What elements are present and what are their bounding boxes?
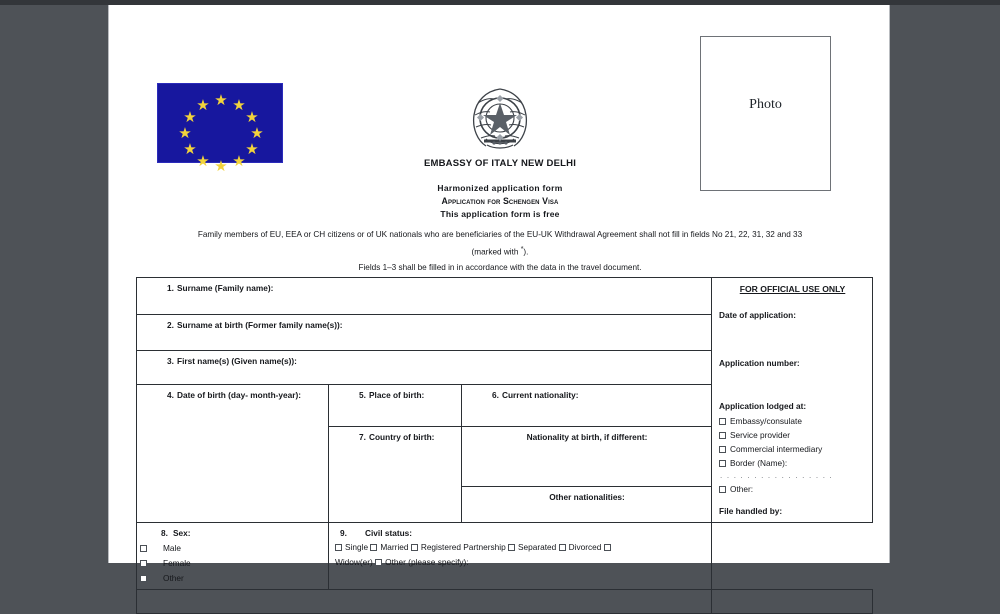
field-number-1: 1. bbox=[167, 283, 174, 293]
label-civil-married: Married bbox=[380, 542, 409, 552]
field-label-other-nationalities: Other nationalities: bbox=[549, 492, 625, 502]
subtitle-application-schengen: Application for Schengen Visa bbox=[441, 196, 559, 206]
field-label-civil-status: Civil status: bbox=[365, 528, 413, 538]
field-civil-status[interactable] bbox=[329, 523, 712, 590]
checkbox-civil-single[interactable] bbox=[335, 544, 342, 551]
field-label-place-of-birth: Place of birth: bbox=[369, 390, 425, 400]
civil-status-options-line-1[interactable] bbox=[335, 540, 706, 555]
application-form-table bbox=[136, 277, 873, 614]
field-number-6: 6. bbox=[492, 390, 499, 400]
official-application-number[interactable]: Application number: bbox=[719, 358, 800, 368]
field-current-nationality[interactable] bbox=[462, 385, 712, 427]
official-lodged-option-service-provider[interactable] bbox=[719, 428, 866, 442]
label-service-provider: Service provider bbox=[730, 430, 790, 440]
field-number-5: 5. bbox=[359, 390, 366, 400]
civil-status-options-line-2[interactable] bbox=[335, 555, 706, 570]
eu-flag-icon: ★ ★ ★ ★ ★ ★ ★ ★ ★ ★ ★ ★ bbox=[157, 83, 283, 163]
label-embassy-consulate: Embassy/consulate bbox=[730, 416, 802, 426]
official-lodged-at-heading: Application lodged at: bbox=[719, 401, 807, 411]
label-civil-single: Single bbox=[345, 542, 369, 552]
label-civil-registered-partnership: Registered Partnership bbox=[420, 542, 506, 552]
label-sex-other: Other bbox=[163, 573, 184, 583]
checkbox-service-provider[interactable] bbox=[719, 432, 726, 439]
notice-line-3: Fields 1–3 shall be filled in in accordance with the data in the travel document. bbox=[358, 262, 642, 272]
sex-option-male[interactable] bbox=[139, 542, 323, 555]
official-file-handled-by[interactable]: File handled by: bbox=[719, 506, 783, 516]
checkbox-civil-registered-partnership[interactable] bbox=[411, 544, 418, 551]
field-label-surname: Surname (Family name): bbox=[177, 283, 274, 293]
label-sex-female: Female bbox=[163, 558, 191, 568]
checkbox-sex-male[interactable] bbox=[140, 545, 147, 552]
field-next-partial-left[interactable] bbox=[137, 590, 712, 614]
notice-line-1: Family members of EU, EEA or CH citizens or of UK nationals who are beneficiaries of the EU-UK Withdrawal Agreement shall not fill in fields No 21, 22, 31, 32 and 33 bbox=[197, 230, 803, 239]
official-date-of-application[interactable]: Date of application: bbox=[719, 310, 796, 320]
official-lodged-option-border[interactable] bbox=[719, 456, 866, 470]
official-lodged-option-commercial-intermediary[interactable] bbox=[719, 442, 866, 456]
field-surname[interactable] bbox=[137, 278, 712, 315]
official-lodged-option-other[interactable] bbox=[719, 482, 866, 496]
checkbox-lodged-other[interactable] bbox=[719, 486, 726, 493]
field-label-current-nationality: Current nationality: bbox=[502, 390, 579, 400]
field-country-of-birth[interactable] bbox=[329, 427, 462, 523]
subtitle-harmonized: Harmonized application form bbox=[437, 183, 563, 193]
italy-emblem-icon bbox=[464, 77, 536, 155]
official-lodged-option-embassy[interactable] bbox=[719, 414, 866, 428]
table-row-sex-civil-status bbox=[137, 523, 873, 590]
checkbox-sex-female[interactable] bbox=[140, 560, 147, 567]
field-label-sex: Sex: bbox=[173, 528, 191, 538]
field-number-9: 9. bbox=[340, 528, 347, 538]
document-page bbox=[108, 5, 890, 583]
label-civil-divorced: Divorced bbox=[568, 542, 602, 552]
label-lodged-other: Other: bbox=[730, 484, 754, 494]
label-civil-separated: Separated bbox=[518, 542, 557, 552]
photo-box-label: Photo bbox=[749, 97, 782, 112]
checkbox-commercial-intermediary[interactable] bbox=[719, 446, 726, 453]
field-place-of-birth[interactable] bbox=[329, 385, 462, 427]
field-first-names[interactable] bbox=[137, 351, 712, 385]
field-number-7: 7. bbox=[359, 432, 366, 442]
notice-marked-with-post: ). bbox=[523, 247, 529, 257]
label-civil-widower: Widow(er) bbox=[335, 557, 373, 567]
field-label-country-of-birth: Country of birth: bbox=[369, 432, 435, 442]
checkbox-civil-widower[interactable] bbox=[604, 544, 611, 551]
sex-option-female[interactable] bbox=[139, 557, 323, 570]
checkbox-border-name[interactable] bbox=[719, 460, 726, 467]
field-label-surname-at-birth: Surname at birth (Former family name(s)): bbox=[177, 320, 343, 330]
form-subtitles bbox=[109, 183, 891, 219]
subtitle-form-is-free: This application form is free bbox=[440, 209, 560, 219]
label-border-name: Border (Name): bbox=[730, 458, 788, 468]
checkbox-civil-separated[interactable] bbox=[508, 544, 515, 551]
checkbox-civil-divorced[interactable] bbox=[559, 544, 566, 551]
official-use-cell bbox=[712, 278, 873, 523]
field-label-nationality-at-birth: Nationality at birth, if different: bbox=[526, 432, 648, 442]
border-name-dotted-line[interactable]: . . . . . . . . . . . . . . . . . bbox=[720, 471, 833, 480]
table-row-next-partial bbox=[137, 590, 873, 614]
field-number-8: 8. bbox=[161, 528, 168, 538]
field-label-date-of-birth: Date of birth (day- month-year): bbox=[177, 390, 301, 400]
label-sex-male: Male bbox=[163, 543, 181, 553]
official-use-title: FOR OFFICIAL USE ONLY bbox=[739, 284, 846, 294]
organisation-title: EMBASSY OF ITALY NEW DELHI bbox=[423, 158, 577, 169]
field-other-nationalities[interactable] bbox=[462, 487, 712, 523]
field-date-of-birth[interactable] bbox=[137, 385, 329, 523]
table-row-surname bbox=[137, 278, 873, 315]
sex-option-other[interactable] bbox=[139, 572, 323, 585]
checkbox-sex-other[interactable] bbox=[140, 575, 147, 582]
checkbox-civil-other[interactable] bbox=[375, 559, 382, 566]
field-number-4: 4. bbox=[167, 390, 174, 400]
form-notice bbox=[109, 227, 891, 275]
checkbox-embassy-consulate[interactable] bbox=[719, 418, 726, 425]
field-label-first-names: First name(s) (Given name(s)): bbox=[177, 356, 297, 366]
field-number-3: 3. bbox=[167, 356, 174, 366]
field-nationality-at-birth[interactable] bbox=[462, 427, 712, 487]
notice-marked-with-pre: (marked with bbox=[471, 247, 521, 257]
label-commercial-intermediary: Commercial intermediary bbox=[730, 444, 823, 454]
form-header bbox=[109, 5, 891, 272]
label-civil-other: Other (please specify): bbox=[385, 557, 469, 567]
field-surname-at-birth[interactable] bbox=[137, 315, 712, 351]
field-sex[interactable] bbox=[137, 523, 329, 590]
notice-line-2 bbox=[109, 242, 891, 260]
asterisk-marker: * bbox=[520, 246, 524, 253]
field-number-2: 2. bbox=[167, 320, 174, 330]
checkbox-civil-married[interactable] bbox=[370, 544, 377, 551]
field-next-partial-right[interactable] bbox=[712, 590, 873, 614]
